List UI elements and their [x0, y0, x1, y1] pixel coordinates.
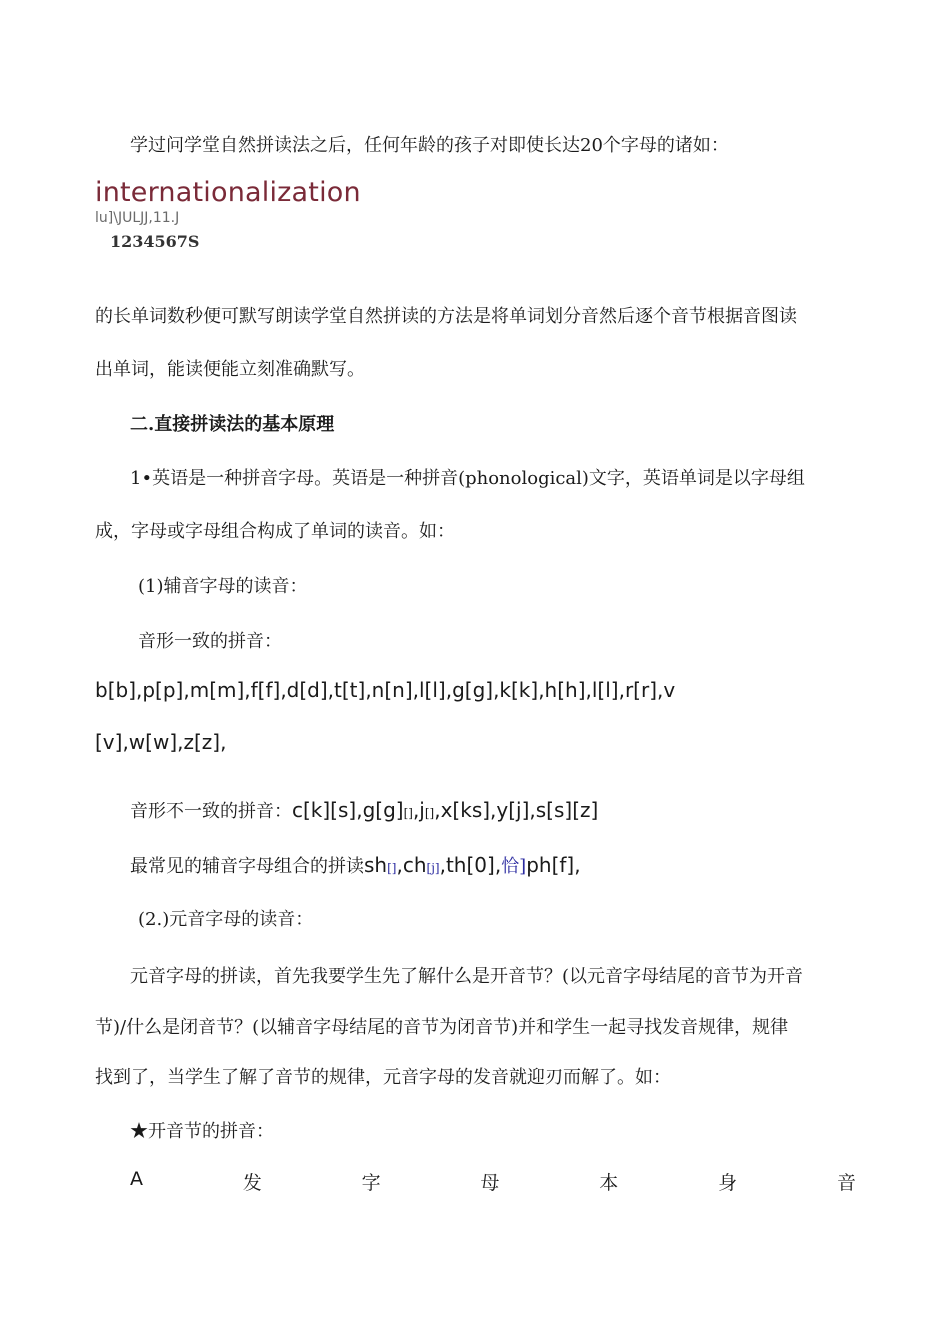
paragraph-2a: 的长单词数秒便可默写朗读学堂自然拼读的方法是将单词划分音然后逐个音节根据音图读: [95, 306, 797, 327]
subheading-consonants: (1)辅音字母的读音：: [138, 576, 308, 597]
combo-label: 最常见的辅音字母组合的拼读: [130, 856, 364, 877]
spread-char-6: 音: [836, 1172, 856, 1194]
combo-sh: sh: [364, 853, 388, 877]
inconsistent-line: [130, 797, 598, 823]
syllable-marks: lu]\JULJJ,11.J: [95, 210, 180, 226]
combo-ph: ph[f],: [526, 853, 581, 877]
combo-th: ,th[0],: [439, 853, 502, 877]
paragraph-3a: 1•英语是一种拼音字母。英语是一种拼音(phonological)文字，英语单词是以字母组: [130, 468, 805, 489]
inconsistent-part-3: ,x[ks],y[j],s[s][z]: [434, 798, 599, 822]
open-syllable-heading: ★开音节的拼音：: [130, 1121, 274, 1142]
example-word: internationalization: [95, 177, 361, 208]
intro-text: 学过问学堂自然拼读法之后，任何年龄的孩子对即使长达20个字母的诸如：: [130, 135, 729, 156]
combo-ch: ,ch: [396, 853, 427, 877]
spread-char-5: 身: [718, 1172, 738, 1194]
spread-char-0: A: [130, 1168, 143, 1190]
section-heading: 二.直接拼读法的基本原理: [130, 414, 335, 435]
consonant-row-1: b[b],p[p],m[m],f[f],d[d],t[t],n[n],l[l],g[g],k[k],h[h],l[l],r[r],v: [95, 678, 676, 702]
subheading-consistent: 音形一致的拼音：: [138, 631, 282, 652]
inconsistent-mark-1: []: [403, 806, 413, 820]
intro-line: [130, 131, 729, 157]
justified-line: [130, 1168, 856, 1195]
consonant-row-2: [v],w[w],z[z],: [95, 730, 227, 754]
spread-char-4: 本: [599, 1172, 619, 1194]
paragraph-4b: 节)/什么是闭音节？(以辅音字母结尾的音节为闭音节)并和学生一起寻找发音规律，规律: [95, 1017, 789, 1038]
spread-char-3: 母: [480, 1172, 500, 1194]
inconsistent-label: 音形不一致的拼音：: [130, 801, 292, 822]
paragraph-4c: 找到了，当学生了解了音节的规律，元音字母的发音就迎刃而解了。如：: [95, 1067, 671, 1088]
paragraph-3b: 成，字母或字母组合构成了单词的读音。如：: [95, 521, 455, 542]
combo-mark-2: [j]: [426, 861, 440, 875]
spread-char-1: 发: [242, 1172, 262, 1194]
inconsistent-mark-2: []: [424, 806, 435, 820]
paragraph-2b: 出单词，能读便能立刻准确默写。: [95, 359, 365, 380]
spread-char-2: 字: [361, 1172, 381, 1194]
inconsistent-part-2: ,j: [412, 798, 425, 822]
paragraph-4a: 元音字母的拼读，首先我要学生先了解什么是开音节？(以元音字母结尾的音节为开音: [130, 966, 804, 987]
combo-mark-1: []: [387, 861, 397, 875]
subheading-vowels: (2.)元音字母的读音：: [138, 909, 314, 930]
combo-line: [130, 852, 581, 878]
combo-odd-glyph: 恰]: [501, 856, 527, 877]
inconsistent-part-1: c[k][s],g[g]: [292, 798, 404, 822]
syllable-numbers: 1234567S: [110, 232, 200, 251]
